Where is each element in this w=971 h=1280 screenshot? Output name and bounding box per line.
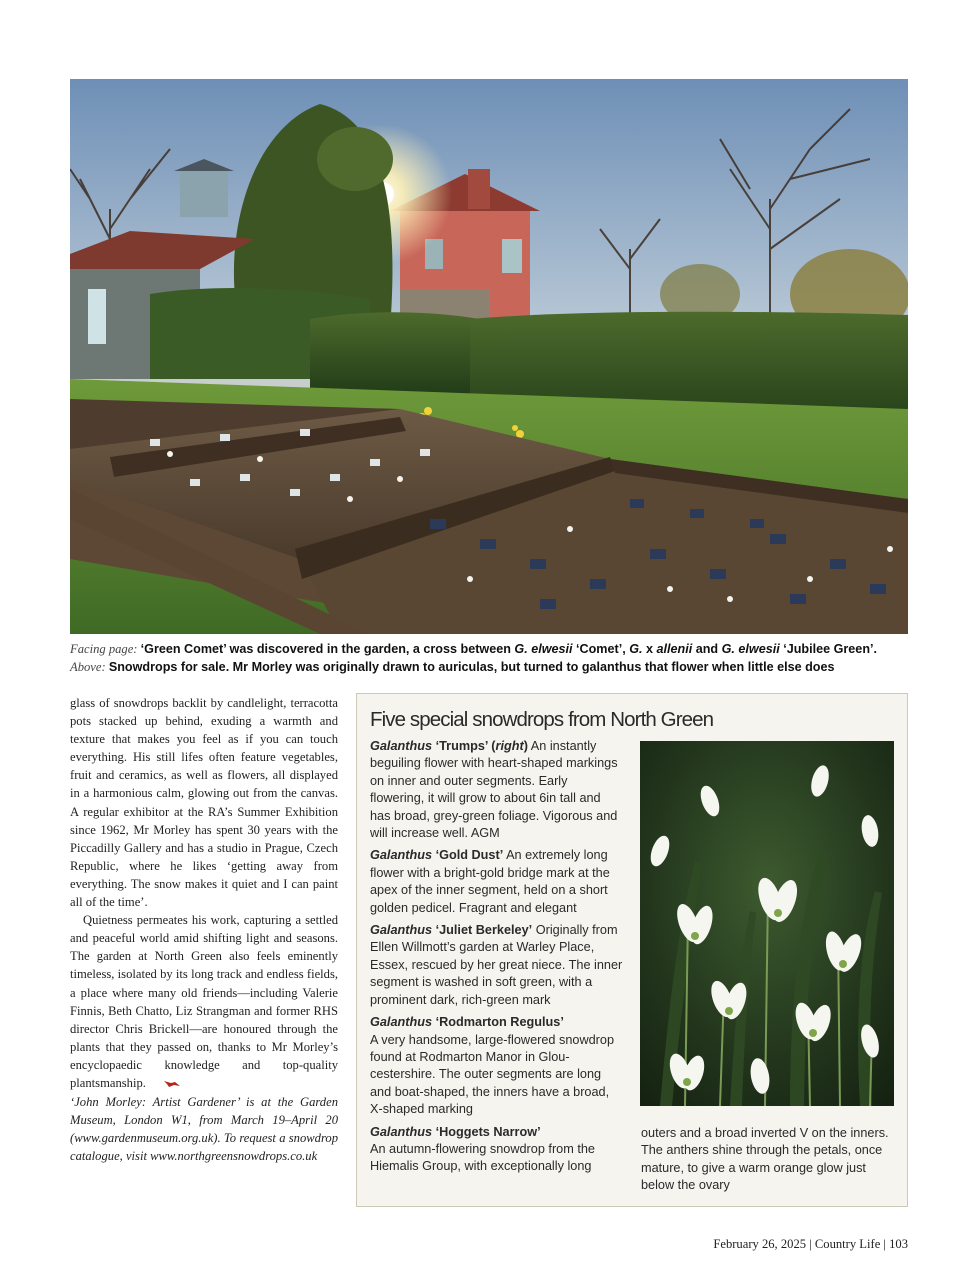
garden-illustration [70, 79, 908, 634]
pheasant-end-icon [150, 1075, 181, 1093]
sidebar-title: Five special snowdrops from North Green [370, 708, 714, 731]
snowdrop-entry: Galanthus ‘Rodmarton Regulus’ A very handsome, large-flowered snowdrop found at Rodmarton Manor in Gloucestershire. The outer segments are long and boat-shaped, the inners have a broad, X-shaped marking [370, 1015, 615, 1117]
snowdrop-entry: Galanthus ‘Trumps’ (right) An instantly beguiling flower with heart-shaped markings on inner and outer segments. Early flowering, it will grow to about 6in tall and has broad, grey-green foliage. Vigorous and will increase well. AGM [370, 739, 618, 841]
snowdrop-illustration [640, 741, 894, 1106]
body-paragraph: Quietness permeates his work, capturing a settled and peaceful world amid shifting light and seasons. The garden at North Green also feels eminently timeless, isolated by its long track and endless fields, a place where many old friends—including Valerie Finnis, Beth Chatto, Liz Strangman and former RHS director Chris Brickell—are honoured through the plants that they passed on, thanks to Mr Morley’s encyclopaedic knowledge and top-quality plantsmanship. [70, 911, 338, 1093]
photo-captions [70, 640, 910, 676]
hero-photo [70, 79, 908, 634]
issue-date: February 26, 2025 [713, 1237, 807, 1251]
snowdrop-entry: Galanthus ‘Juliet Berkeley’ Originally from Ellen Willmott’s garden at Warley Place, Essex, rescued by her great niece. The inner segment is washed in soft green, with a prominent dark, rich-green mark [370, 923, 623, 1007]
snowdrop-sidebar [356, 693, 908, 1207]
snowdrop-photo [640, 741, 894, 1106]
above-caption: Above: Snowdrops for sale. Mr Morley was originally drawn to auriculas, but turned to galanthus that flower when little else does [70, 660, 835, 674]
snowdrop-entry: Galanthus ‘Hoggets Narrow’ An autumn-flowering snowdrop from the Hiemalis Group, with exceptionally long [370, 1124, 595, 1174]
article-body [70, 694, 338, 1166]
page-number: 103 [889, 1237, 908, 1251]
facing-page-caption: Facing page: ‘Green Comet’ was discovered in the garden, a cross between G. elwesii ‘Comet’, G. x allenii and G. elwesii ‘Jubilee Green’. [70, 642, 878, 656]
body-paragraph: glass of snowdrops backlit by candlelight, terracotta pots stacked up behind, exuding a warmth and texture that makes you feel as if you can touch everything. His still lifes often feature vegetables, fruit and ceramics, as well as flowers, all displayed in a harmonious calm, glowing out from the canvas. A regular exhibitor at the RA’s Summer Exhibition since 1962, Mr Morley has spent 30 years with the Piccadilly Gallery and has a studio in Prague, Czech Republic, where he likes ‘getting away from everything. The snow makes it quiet and I can paint all of the time’. [70, 696, 338, 910]
exhibition-credit: ‘John Morley: Artist Gardener’ is at the Garden Museum, London W1, from March 19–April 20 (www.gardenmuseum.org.uk). To request a snowdrop catalogue, visit www.northgreensnowdrops.co.uk [70, 1095, 338, 1164]
publication-name: Country Life [814, 1237, 881, 1251]
snowdrop-entry-continued: outers and a broad inverted V on the inners. The anthers shine through the petals, once mature, to give a warm orange glow just below the ovary [641, 1126, 889, 1193]
page-footer: February 26, 2025 | Country Life | 103 [713, 1237, 908, 1251]
snowdrop-list [370, 738, 623, 1181]
snowdrop-entry: Galanthus ‘Gold Dust’ An extremely long flower with a bright-gold bridge mark at the apex of the inner segment, held on a short golden pedicel. Fragrant and elegant [370, 848, 610, 915]
